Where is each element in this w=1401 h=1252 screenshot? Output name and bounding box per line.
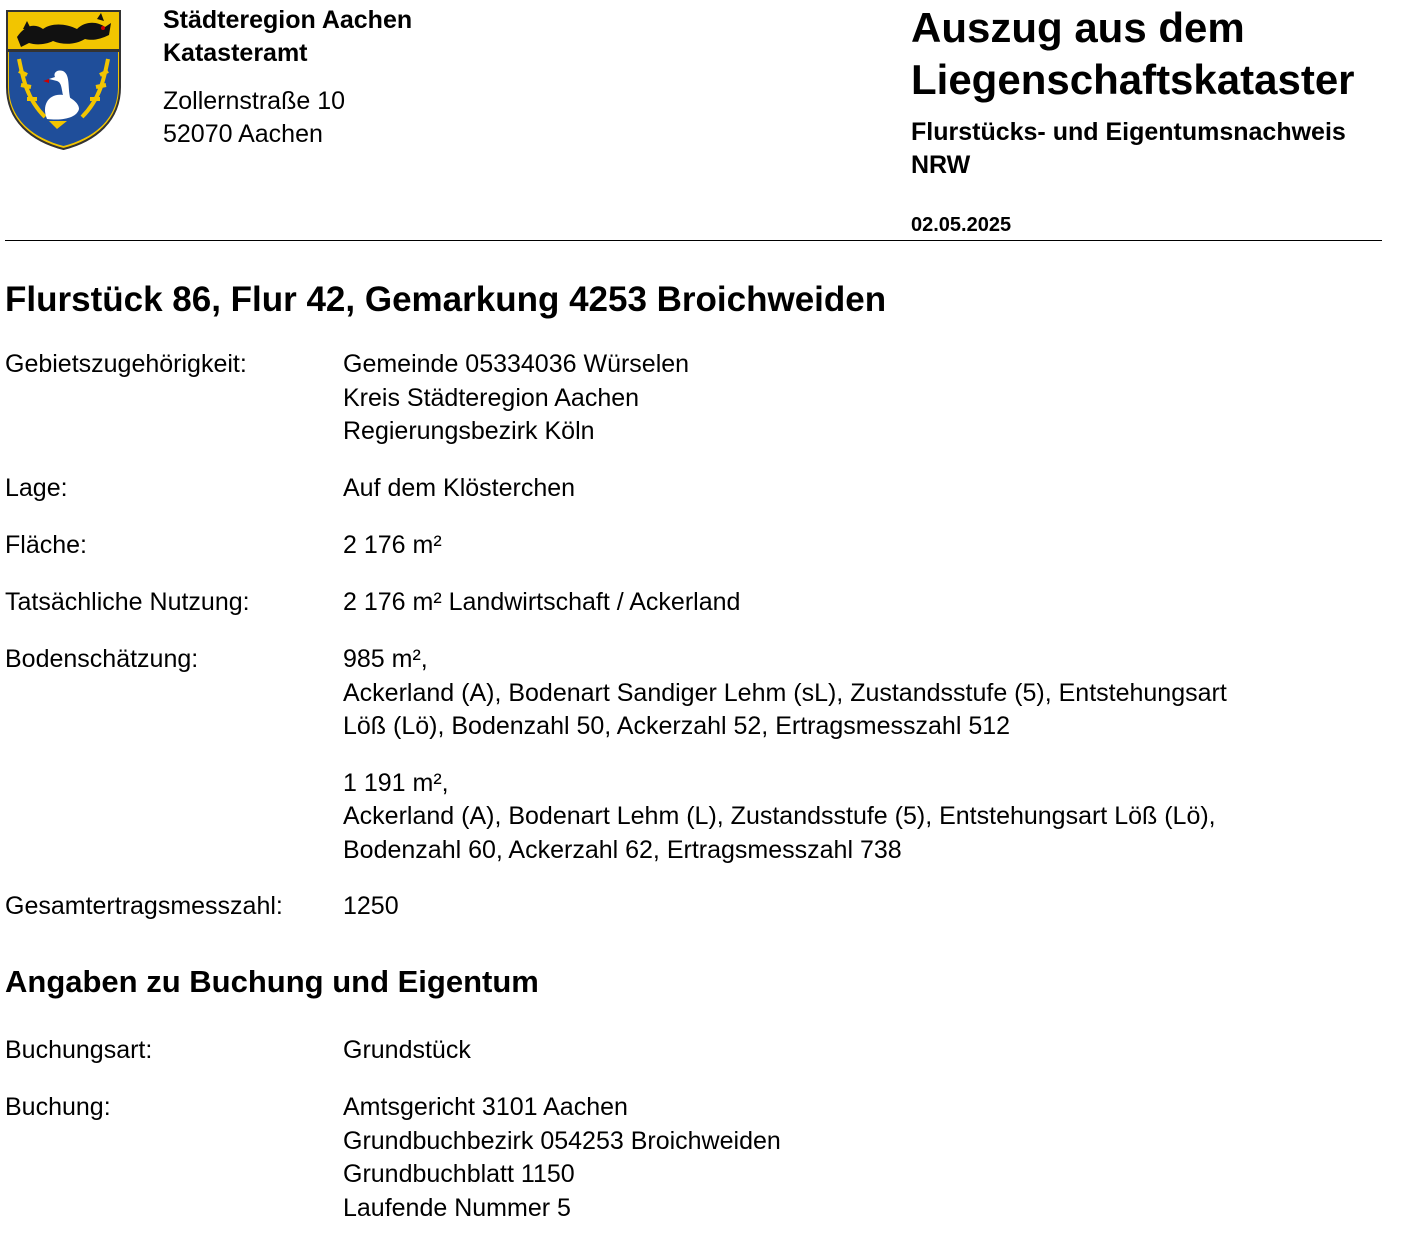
- field-value: [343, 1034, 1363, 1068]
- document-subtitle-line-1: Flurstücks- und Eigentumsnachweis: [911, 118, 1346, 146]
- field-label: Fläche:: [5, 531, 87, 559]
- field-value: [343, 1091, 1363, 1225]
- value-line: 1250: [343, 892, 399, 920]
- coat-of-arms-icon: [5, 9, 122, 151]
- value-line: Kreis Städteregion Aachen: [343, 383, 640, 412]
- field-label: Bodenschätzung:: [5, 645, 199, 673]
- coat-of-arms-logo: [5, 9, 122, 151]
- document-title-line-2: Liegenschaftskataster: [911, 56, 1355, 103]
- issuing-office: [163, 4, 412, 151]
- field-label: Buchungsart:: [5, 1036, 153, 1064]
- value-line: Laufende Nummer 5: [343, 1193, 571, 1222]
- value-line: Grundbuchbezirk 054253 Broichweiden: [343, 1126, 781, 1155]
- value-line: 2 176 m² Landwirtschaft / Ackerland: [343, 588, 741, 616]
- document-subtitle-line-2: NRW: [911, 151, 971, 179]
- field-label: Tatsächliche Nutzung:: [5, 588, 250, 616]
- value-line: 2 176 m²: [343, 531, 442, 559]
- value-line: Auf dem Klösterchen: [343, 474, 576, 502]
- office-name: Städteregion Aachen: [163, 6, 413, 34]
- field-label: Gebietszugehörigkeit:: [5, 350, 247, 378]
- office-street: Zollernstraße 10: [163, 87, 346, 115]
- parcel-heading: Flurstück 86, Flur 42, Gemarkung 4253 Broichweiden: [5, 280, 887, 319]
- value-line: 1 191 m²,: [343, 768, 449, 797]
- value-line: Grundbuchblatt 1150: [343, 1160, 575, 1188]
- field-label: Buchung:: [5, 1093, 111, 1121]
- field-label: Gesamtertragsmesszahl:: [5, 892, 283, 920]
- field-value: [343, 348, 1363, 449]
- value-line: Regierungsbezirk Köln: [343, 417, 595, 445]
- field-value: [343, 586, 1363, 620]
- value-line: Ackerland (A), Bodenart Lehm (L), Zustandsstufe (5), Entstehungsart Löß (Lö),: [343, 802, 1216, 830]
- value-line: 985 m²,: [343, 645, 428, 673]
- office-department: Katasteramt: [163, 39, 308, 67]
- office-city: 52070 Aachen: [163, 120, 323, 148]
- value-line: Gemeinde 05334036 Würselen: [343, 350, 690, 378]
- field-value: [343, 529, 1363, 563]
- booking-heading: Angaben zu Buchung und Eigentum: [5, 964, 539, 999]
- soil-entry: [343, 767, 1363, 868]
- value-line: Amtsgericht 3101 Aachen: [343, 1093, 628, 1121]
- document-date: 02.05.2025: [911, 214, 1012, 236]
- field-value: [343, 472, 1363, 506]
- field-value: [343, 890, 1363, 924]
- field-label: Lage:: [5, 474, 68, 502]
- document-header: [911, 2, 1355, 182]
- soil-entry: [343, 643, 1363, 744]
- value-line: Bodenzahl 60, Ackerzahl 62, Ertragsmesszahl 738: [343, 835, 902, 864]
- value-line: Löß (Lö), Bodenzahl 50, Ackerzahl 52, Ertragsmesszahl 512: [343, 712, 1011, 740]
- value-line: Ackerland (A), Bodenart Sandiger Lehm (sL), Zustandsstufe (5), Entstehungsart: [343, 678, 1227, 707]
- field-value: [343, 643, 1363, 867]
- value-line: Grundstück: [343, 1036, 471, 1064]
- header-divider: [5, 240, 1382, 241]
- document-title-line-1: Auszug aus dem: [911, 4, 1245, 51]
